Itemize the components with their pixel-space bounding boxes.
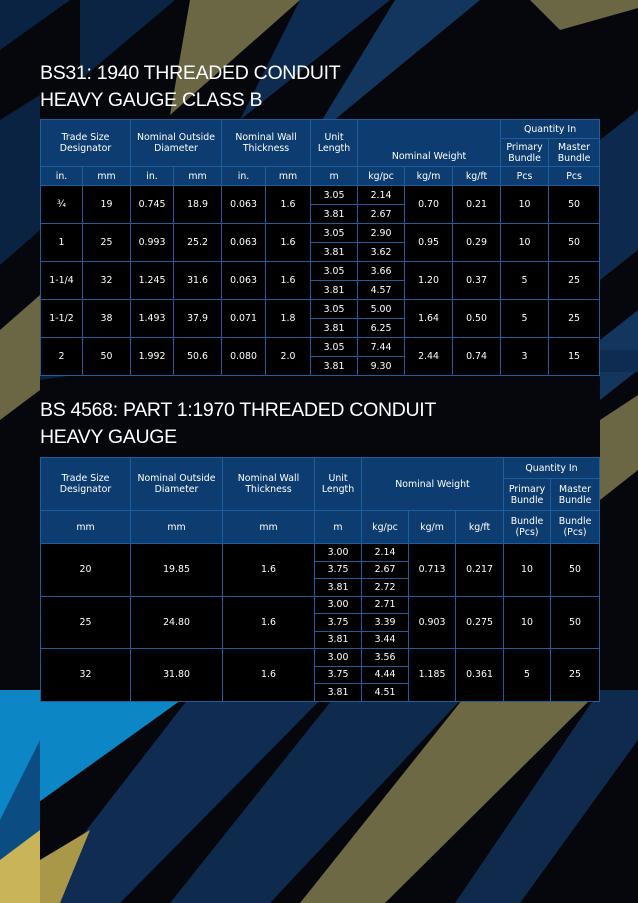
kg-per-pc-cell: 5.00 — [358, 300, 405, 319]
size-mm-cell: 38 — [83, 300, 131, 338]
header-outside-diameter: Nominal Outside Diameter — [131, 458, 223, 511]
table-row — [41, 649, 600, 667]
table2-title-line2: HEAVY GAUGE — [40, 426, 177, 448]
kg-per-m-cell: 0.713 — [409, 544, 456, 597]
header-master-bundle: Master Bundle — [551, 479, 600, 511]
od-in-cell: 1.493 — [131, 300, 174, 338]
wall-cell: 1.6 — [223, 596, 315, 649]
table-row — [41, 186, 600, 205]
od-cell: 24.80 — [131, 596, 223, 649]
kg-per-pc-cell: 2.14 — [362, 544, 409, 562]
kg-per-m-cell: 0.70 — [405, 186, 453, 224]
od-mm-cell: 37.9 — [174, 300, 222, 338]
length-cell: 3.75 — [315, 666, 362, 684]
kg-per-pc-cell: 3.56 — [362, 649, 409, 667]
wall-in-cell: 0.063 — [222, 262, 266, 300]
header-trade-size: Trade Size Designator — [41, 120, 131, 167]
unit-cell: Pcs — [549, 167, 600, 186]
kg-per-m-cell: 2.44 — [405, 338, 453, 376]
unit-cell: kg/pc — [358, 167, 405, 186]
kg-per-ft-cell: 0.50 — [453, 300, 501, 338]
header-unit-length: Unit Length — [311, 120, 358, 167]
primary-bundle-cell: 5 — [504, 649, 551, 702]
table-row — [41, 544, 600, 562]
master-bundle-cell: 50 — [549, 186, 600, 224]
wall-mm-cell: 1.6 — [266, 224, 311, 262]
length-cell: 3.75 — [315, 561, 362, 579]
length-cell: 3.05 — [311, 338, 358, 357]
unit-cell: Bundle (Pcs) — [551, 511, 600, 544]
table-row — [41, 338, 600, 357]
wall-in-cell: 0.080 — [222, 338, 266, 376]
kg-per-ft-cell: 0.217 — [456, 544, 504, 597]
od-in-cell: 0.993 — [131, 224, 174, 262]
kg-per-m-cell: 1.185 — [409, 649, 456, 702]
length-cell: 3.81 — [311, 205, 358, 224]
kg-per-pc-cell: 2.72 — [362, 579, 409, 597]
length-cell: 3.75 — [315, 614, 362, 632]
table2-title-line1: BS 4568: PART 1:1970 THREADED CONDUIT — [40, 399, 437, 421]
unit-cell: m — [311, 167, 358, 186]
kg-per-m-cell: 1.64 — [405, 300, 453, 338]
header-primary-bundle: Primary Bundle — [501, 139, 549, 167]
length-cell: 3.05 — [311, 186, 358, 205]
header-outside-diameter: Nominal Outside Diameter — [131, 120, 222, 167]
unit-cell: kg/ft — [456, 511, 504, 544]
kg-per-pc-cell: 7.44 — [358, 338, 405, 357]
unit-cell: kg/ft — [453, 167, 501, 186]
kg-per-ft-cell: 0.74 — [453, 338, 501, 376]
header-primary-bundle: Primary Bundle — [504, 479, 551, 511]
kg-per-pc-cell: 4.44 — [362, 666, 409, 684]
length-cell: 3.00 — [315, 544, 362, 562]
table-row — [41, 224, 600, 243]
header-wall-thickness: Nominal Wall Thickness — [222, 120, 311, 167]
kg-per-m-cell: 1.20 — [405, 262, 453, 300]
unit-cell: mm — [223, 511, 315, 544]
unit-cell: kg/m — [409, 511, 456, 544]
od-cell: 19.85 — [131, 544, 223, 597]
unit-cell: mm — [266, 167, 311, 186]
kg-per-pc-cell: 2.14 — [358, 186, 405, 205]
length-cell: 3.00 — [315, 596, 362, 614]
kg-per-pc-cell: 3.39 — [362, 614, 409, 632]
wall-cell: 1.6 — [223, 649, 315, 702]
od-mm-cell: 31.6 — [174, 262, 222, 300]
od-mm-cell: 18.9 — [174, 186, 222, 224]
primary-bundle-cell: 5 — [501, 300, 549, 338]
kg-per-pc-cell: 4.57 — [358, 281, 405, 300]
header-trade-size: Trade Size Designator — [41, 458, 131, 511]
length-cell: 3.81 — [311, 357, 358, 376]
length-cell: 3.81 — [311, 281, 358, 300]
size-cell: 25 — [41, 596, 131, 649]
length-cell: 3.81 — [315, 579, 362, 597]
kg-per-ft-cell: 0.361 — [456, 649, 504, 702]
header-unit-length: Unit Length — [315, 458, 362, 511]
kg-per-pc-cell: 2.71 — [362, 596, 409, 614]
unit-cell: in. — [222, 167, 266, 186]
od-in-cell: 1.992 — [131, 338, 174, 376]
master-bundle-cell: 50 — [551, 596, 600, 649]
kg-per-ft-cell: 0.37 — [453, 262, 501, 300]
length-cell: 3.81 — [311, 319, 358, 338]
size-in-cell: 2 — [41, 338, 83, 376]
unit-cell: in. — [131, 167, 174, 186]
kg-per-pc-cell: 6.25 — [358, 319, 405, 338]
size-mm-cell: 25 — [83, 224, 131, 262]
kg-per-pc-cell: 2.67 — [358, 205, 405, 224]
units-row — [41, 167, 600, 186]
header-master-bundle: Master Bundle — [549, 139, 600, 167]
size-mm-cell: 32 — [83, 262, 131, 300]
bs31-spec-table — [40, 119, 600, 376]
unit-cell: mm — [41, 511, 131, 544]
size-in-cell: 1 — [41, 224, 83, 262]
unit-cell: kg/pc — [362, 511, 409, 544]
length-cell: 3.05 — [311, 300, 358, 319]
wall-mm-cell: 1.6 — [266, 262, 311, 300]
kg-per-m-cell: 0.903 — [409, 596, 456, 649]
table2-title — [40, 397, 436, 451]
kg-per-pc-cell: 9.30 — [358, 357, 405, 376]
wall-in-cell: 0.063 — [222, 224, 266, 262]
kg-per-ft-cell: 0.29 — [453, 224, 501, 262]
kg-per-ft-cell: 0.275 — [456, 596, 504, 649]
units-row — [41, 511, 600, 544]
length-cell: 3.81 — [315, 684, 362, 702]
unit-cell: Pcs — [501, 167, 549, 186]
kg-per-pc-cell: 4.51 — [362, 684, 409, 702]
table1-title — [40, 60, 340, 114]
length-cell: 3.81 — [311, 243, 358, 262]
kg-per-ft-cell: 0.21 — [453, 186, 501, 224]
kg-per-pc-cell: 2.90 — [358, 224, 405, 243]
wall-mm-cell: 1.6 — [266, 186, 311, 224]
kg-per-pc-cell: 3.44 — [362, 631, 409, 649]
master-bundle-cell: 15 — [549, 338, 600, 376]
wall-in-cell: 0.063 — [222, 186, 266, 224]
length-cell: 3.00 — [315, 649, 362, 667]
od-cell: 31.80 — [131, 649, 223, 702]
header-quantity-in: Quantity In — [504, 458, 600, 479]
master-bundle-cell: 50 — [549, 224, 600, 262]
length-cell: 3.81 — [315, 631, 362, 649]
bs4568-spec-table — [40, 457, 600, 702]
wall-cell: 1.6 — [223, 544, 315, 597]
primary-bundle-cell: 10 — [504, 544, 551, 597]
size-mm-cell: 19 — [83, 186, 131, 224]
wall-mm-cell: 2.0 — [266, 338, 311, 376]
size-in-cell: ¾ — [41, 186, 83, 224]
od-in-cell: 1.245 — [131, 262, 174, 300]
unit-cell: mm — [174, 167, 222, 186]
primary-bundle-cell: 5 — [501, 262, 549, 300]
header-quantity-in: Quantity In — [501, 120, 600, 139]
od-mm-cell: 25.2 — [174, 224, 222, 262]
size-in-cell: 1-1/4 — [41, 262, 83, 300]
kg-per-pc-cell: 2.67 — [362, 561, 409, 579]
wall-mm-cell: 1.8 — [266, 300, 311, 338]
size-cell: 20 — [41, 544, 131, 597]
unit-cell: mm — [83, 167, 131, 186]
table1-title-line2: HEAVY GAUGE CLASS B — [40, 89, 263, 111]
table-row — [41, 262, 600, 281]
primary-bundle-cell: 3 — [501, 338, 549, 376]
unit-cell: in. — [41, 167, 83, 186]
length-cell: 3.05 — [311, 262, 358, 281]
table1-title-line1: BS31: 1940 THREADED CONDUIT — [40, 62, 341, 84]
table-row — [41, 596, 600, 614]
master-bundle-cell: 25 — [549, 262, 600, 300]
unit-cell: kg/m — [405, 167, 453, 186]
header-wall-thickness: Nominal Wall Thickness — [223, 458, 315, 511]
master-bundle-cell: 50 — [551, 544, 600, 597]
header-nominal-weight: Nominal Weight — [362, 458, 504, 511]
master-bundle-cell: 25 — [549, 300, 600, 338]
master-bundle-cell: 25 — [551, 649, 600, 702]
kg-per-pc-cell: 3.62 — [358, 243, 405, 262]
wall-in-cell: 0.071 — [222, 300, 266, 338]
kg-per-pc-cell: 3.66 — [358, 262, 405, 281]
od-mm-cell: 50.6 — [174, 338, 222, 376]
unit-cell: Bundle (Pcs) — [504, 511, 551, 544]
kg-per-m-cell: 0.95 — [405, 224, 453, 262]
unit-cell: mm — [131, 511, 223, 544]
length-cell: 3.05 — [311, 224, 358, 243]
unit-cell: m — [315, 511, 362, 544]
size-in-cell: 1-1/2 — [41, 300, 83, 338]
od-in-cell: 0.745 — [131, 186, 174, 224]
size-cell: 32 — [41, 649, 131, 702]
size-mm-cell: 50 — [83, 338, 131, 376]
primary-bundle-cell: 10 — [501, 186, 549, 224]
primary-bundle-cell: 10 — [501, 224, 549, 262]
table-row — [41, 300, 600, 319]
primary-bundle-cell: 10 — [504, 596, 551, 649]
header-nominal-weight: Nominal Weight — [358, 120, 501, 167]
